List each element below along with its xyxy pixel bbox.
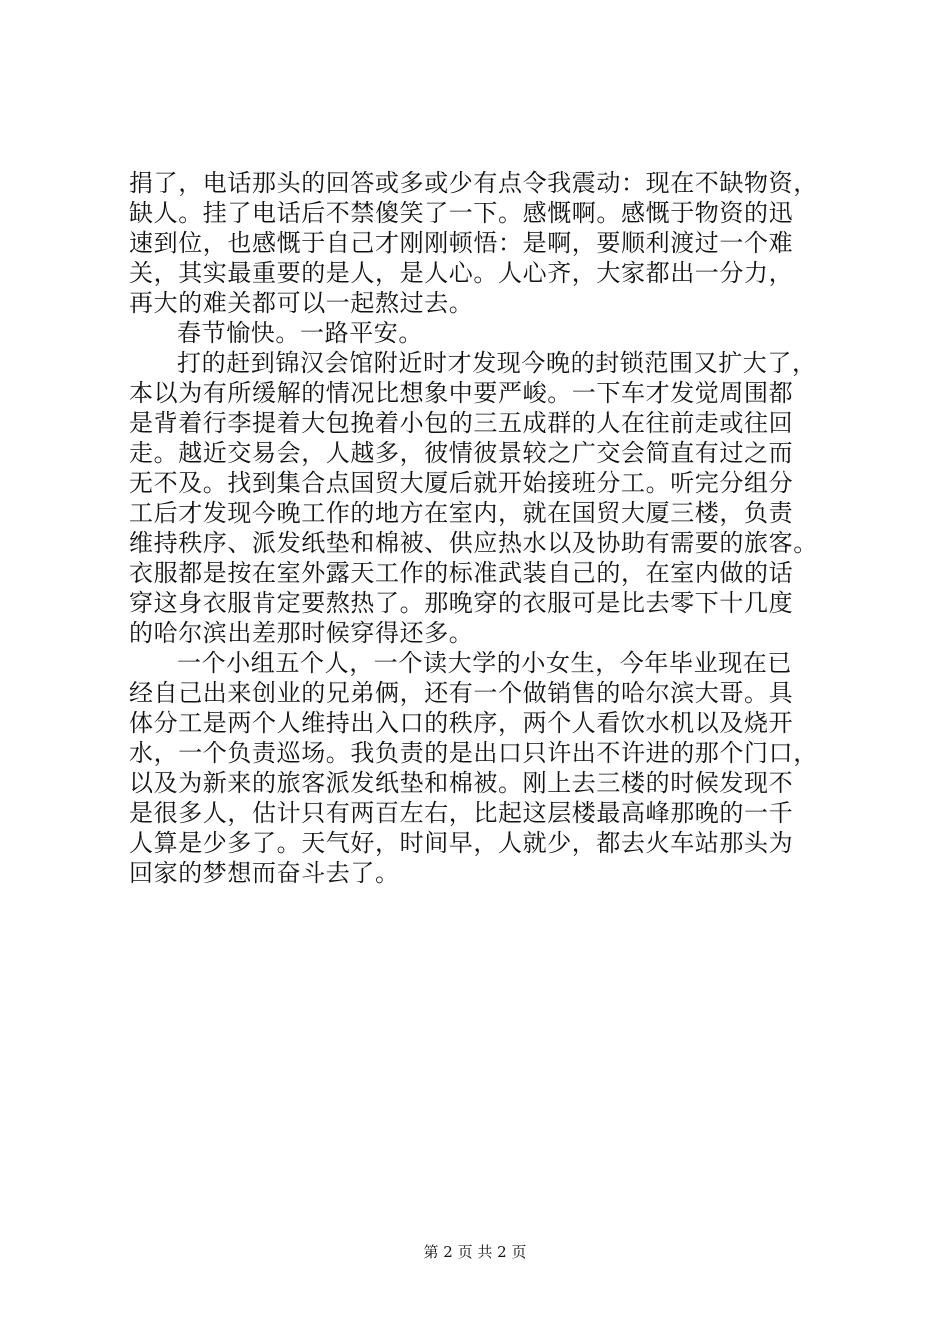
text-line: 一个小组五个人，一个读大学的小女生，今年毕业现在已 (177, 649, 792, 677)
text-line: 关，其实最重要的是人，是人心。人心齐，大家都出一分力， (129, 259, 794, 287)
document-body (129, 168, 837, 888)
text-line: 体分工是两个人维持出入口的秩序，两个人看饮水机以及烧开 (129, 709, 794, 737)
text-line: 工后才发现今晚工作的地方在室内，就在国贸大厦三楼，负责 (129, 499, 794, 527)
text-line: 维持秩序、派发纸垫和棉被、供应热水以及协助有需要的旅客。 (129, 529, 818, 557)
text-line: 再大的难关都可以一起熬过去。 (129, 289, 474, 317)
text-line: 捐了，电话那头的回答或多或少有点令我震动：现在不缺物资， (129, 169, 818, 197)
text-line: 是背着行李提着大包挽着小包的三五成群的人在往前走或往回 (129, 409, 794, 437)
text-line: 的哈尔滨出差那时候穿得还多。 (129, 619, 474, 647)
text-line: 走。越近交易会，人越多，彼情彼景较之广交会简直有过之而 (129, 439, 794, 467)
text-line: 回家的梦想而奋斗去了。 (129, 859, 400, 887)
text-line: 本以为有所缓解的情况比想象中要严峻。一下车才发觉周围都 (129, 379, 794, 407)
text-line: 水，一个负责巡场。我负责的是出口只许出不许进的那个门口， (129, 739, 818, 767)
text-line: 以及为新来的旅客派发纸垫和棉被。刚上去三楼的时候发现不 (129, 769, 794, 797)
page-number-footer: 第 2 页 共 2 页 (423, 1243, 527, 1261)
text-line: 打的赶到锦汉会馆附近时才发现今晚的封锁范围又扩大了， (177, 349, 817, 377)
text-line: 春节愉快。一路平安。 (177, 319, 423, 347)
text-line: 衣服都是按在室外露天工作的标准武装自己的，在室内做的话 (129, 559, 794, 587)
text-line: 无不及。找到集合点国贸大厦后就开始接班分工。听完分组分 (129, 469, 794, 497)
text-line: 经自己出来创业的兄弟俩，还有一个做销售的哈尔滨大哥。具 (129, 679, 794, 707)
text-line: 速到位，也感慨于自己才刚刚顿悟：是啊，要顺利渡过一个难 (129, 229, 794, 257)
text-line: 穿这身衣服肯定要熬热了。那晚穿的衣服可是比去零下十几度 (129, 589, 794, 617)
text-line: 人算是少多了。天气好，时间早，人就少，都去火车站那头为 (129, 829, 794, 857)
text-line: 缺人。挂了电话后不禁傻笑了一下。感慨啊。感慨于物资的迅 (129, 199, 794, 227)
text-line: 是很多人，估计只有两百左右，比起这层楼最高峰那晚的一千 (129, 799, 794, 827)
